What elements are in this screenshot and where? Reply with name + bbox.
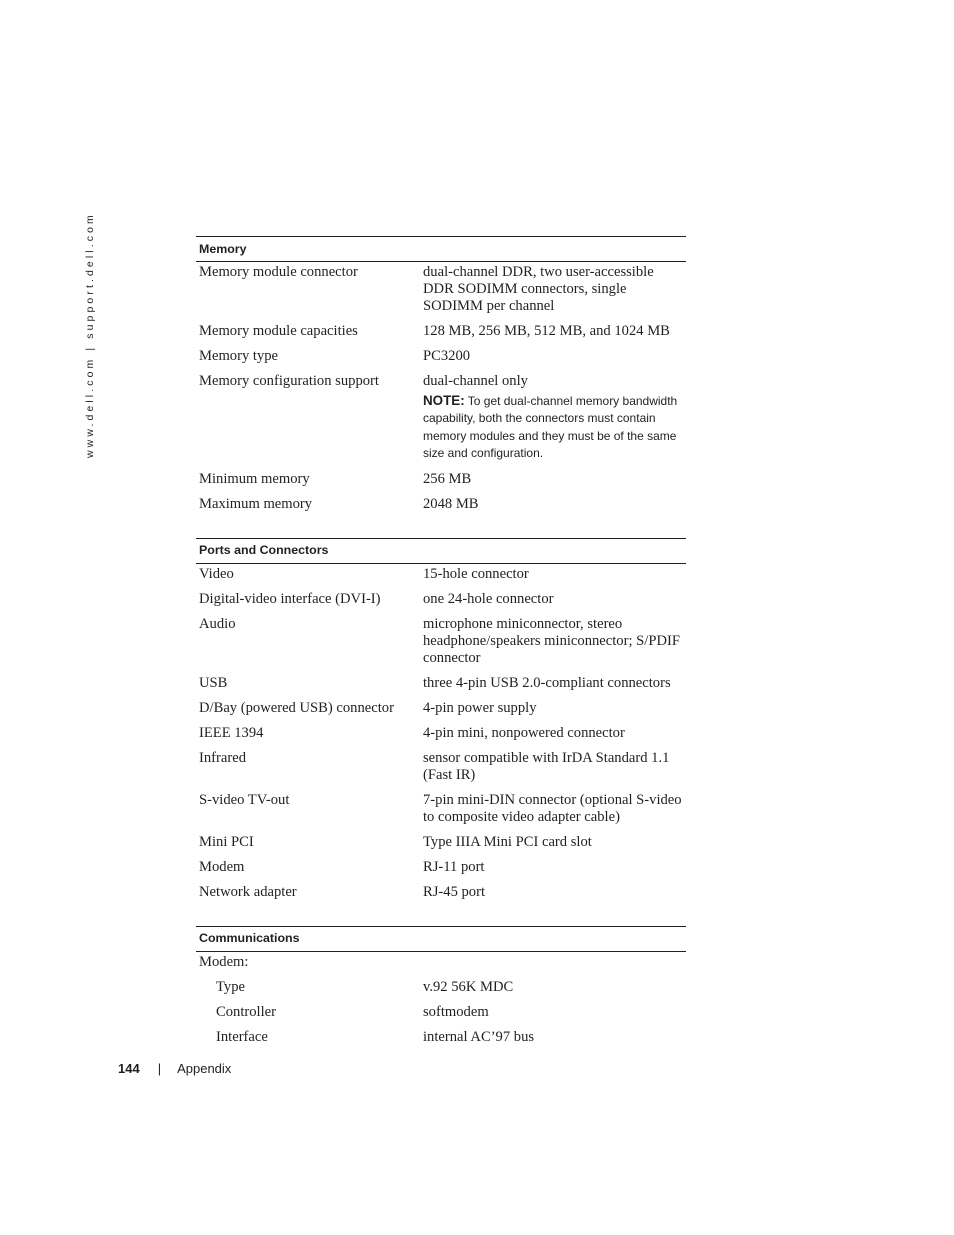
table-row bbox=[196, 951, 686, 977]
table-row bbox=[196, 790, 686, 832]
spec-value: 15-hole connector bbox=[423, 565, 529, 582]
table-row bbox=[196, 977, 686, 1002]
spec-label: USB bbox=[199, 674, 228, 691]
section-title: Communications bbox=[196, 926, 686, 951]
spec-value: PC3200 bbox=[423, 348, 471, 364]
spec-label: S-video TV-out bbox=[199, 791, 290, 808]
spec-label: Memory module connector bbox=[199, 264, 358, 280]
spec-value: microphone miniconnector, stereo headphone/speakers miniconnector; S/PDIF connector bbox=[423, 615, 680, 666]
spec-label: Type bbox=[216, 978, 245, 995]
footer-separator: | bbox=[157, 1061, 162, 1076]
footer-section-title: Appendix bbox=[177, 1061, 232, 1076]
table-row bbox=[196, 723, 686, 748]
spec-value: one 24-hole connector bbox=[423, 590, 554, 607]
spec-value: 256 MB bbox=[423, 470, 472, 487]
group-label: Modem: bbox=[199, 953, 249, 970]
spec-value: 4-pin power supply bbox=[423, 699, 537, 716]
table-row bbox=[196, 321, 686, 346]
note bbox=[423, 392, 683, 463]
spec-label: Memory module capacities bbox=[199, 323, 358, 339]
table-row bbox=[196, 698, 686, 723]
table-row bbox=[196, 371, 686, 469]
spec-label: Memory configuration support bbox=[199, 373, 379, 389]
sidebar-url: www.dell.com | support.dell.com bbox=[84, 212, 96, 458]
table-row bbox=[196, 1027, 686, 1052]
spec-label: D/Bay (powered USB) connector bbox=[199, 699, 394, 716]
page-footer bbox=[118, 1061, 231, 1076]
spec-value: Type IIIA Mini PCI card slot bbox=[423, 833, 592, 850]
spec-value: RJ-11 port bbox=[423, 858, 485, 875]
spec-label: Minimum memory bbox=[199, 470, 310, 487]
spec-value: dual-channel only bbox=[423, 373, 528, 389]
note-text: To get dual-channel memory bandwidth capability, both the connectors must contain memory modules and they must be of the same size and configuration. bbox=[423, 394, 678, 461]
spec-label: Digital-video interface (DVI-I) bbox=[199, 590, 381, 607]
spec-label: Infrared bbox=[199, 749, 246, 766]
spec-value: v.92 56K MDC bbox=[423, 978, 514, 995]
spec-label: Mini PCI bbox=[199, 833, 254, 850]
spec-value: internal AC’97 bus bbox=[423, 1028, 535, 1045]
page-number: 144 bbox=[118, 1061, 140, 1076]
table-row bbox=[196, 494, 686, 519]
table-row bbox=[196, 589, 686, 614]
section-spacer bbox=[196, 907, 686, 927]
table-row bbox=[196, 563, 686, 589]
spec-value: 7-pin mini-DIN connector (optional S-video to composite video adapter cable) bbox=[423, 791, 682, 825]
section-spacer bbox=[196, 519, 686, 539]
note-label: NOTE: bbox=[423, 393, 465, 408]
spec-label: Video bbox=[199, 565, 234, 582]
spec-value: 4-pin mini, nonpowered connector bbox=[423, 724, 625, 741]
spec-value: dual-channel DDR, two user-accessible DDR SODIMM connectors, single SODIMM per channel bbox=[423, 264, 654, 314]
section-header-ports bbox=[196, 538, 686, 563]
spec-value: RJ-45 port bbox=[423, 883, 486, 900]
spec-label: IEEE 1394 bbox=[199, 724, 264, 741]
table-row bbox=[196, 614, 686, 673]
table-row bbox=[196, 469, 686, 494]
spec-label: Interface bbox=[216, 1028, 268, 1045]
table-row bbox=[196, 673, 686, 698]
spec-value: softmodem bbox=[423, 1003, 489, 1020]
spec-value: 2048 MB bbox=[423, 495, 479, 512]
table-row bbox=[196, 857, 686, 882]
section-header-memory bbox=[196, 237, 686, 262]
table-row bbox=[196, 262, 686, 322]
spec-label: Controller bbox=[216, 1003, 276, 1020]
table-row bbox=[196, 748, 686, 790]
spec-value-with-note bbox=[420, 371, 686, 469]
spec-table bbox=[196, 236, 686, 1052]
table-row bbox=[196, 832, 686, 857]
spec-label: Maximum memory bbox=[199, 495, 313, 512]
spec-value: 128 MB, 256 MB, 512 MB, and 1024 MB bbox=[423, 323, 670, 339]
table-row bbox=[196, 346, 686, 371]
table-row bbox=[196, 1002, 686, 1027]
section-title: Ports and Connectors bbox=[196, 538, 686, 563]
spec-label: Modem bbox=[199, 858, 245, 875]
section-title: Memory bbox=[196, 237, 686, 262]
spec-label: Memory type bbox=[199, 348, 279, 364]
section-header-communications bbox=[196, 926, 686, 951]
table-row bbox=[196, 882, 686, 907]
spec-label: Audio bbox=[199, 615, 236, 632]
spec-label: Network adapter bbox=[199, 883, 297, 900]
spec-value: three 4-pin USB 2.0-compliant connectors bbox=[423, 674, 671, 691]
spec-value: sensor compatible with IrDA Standard 1.1 (Fast IR) bbox=[423, 749, 670, 783]
